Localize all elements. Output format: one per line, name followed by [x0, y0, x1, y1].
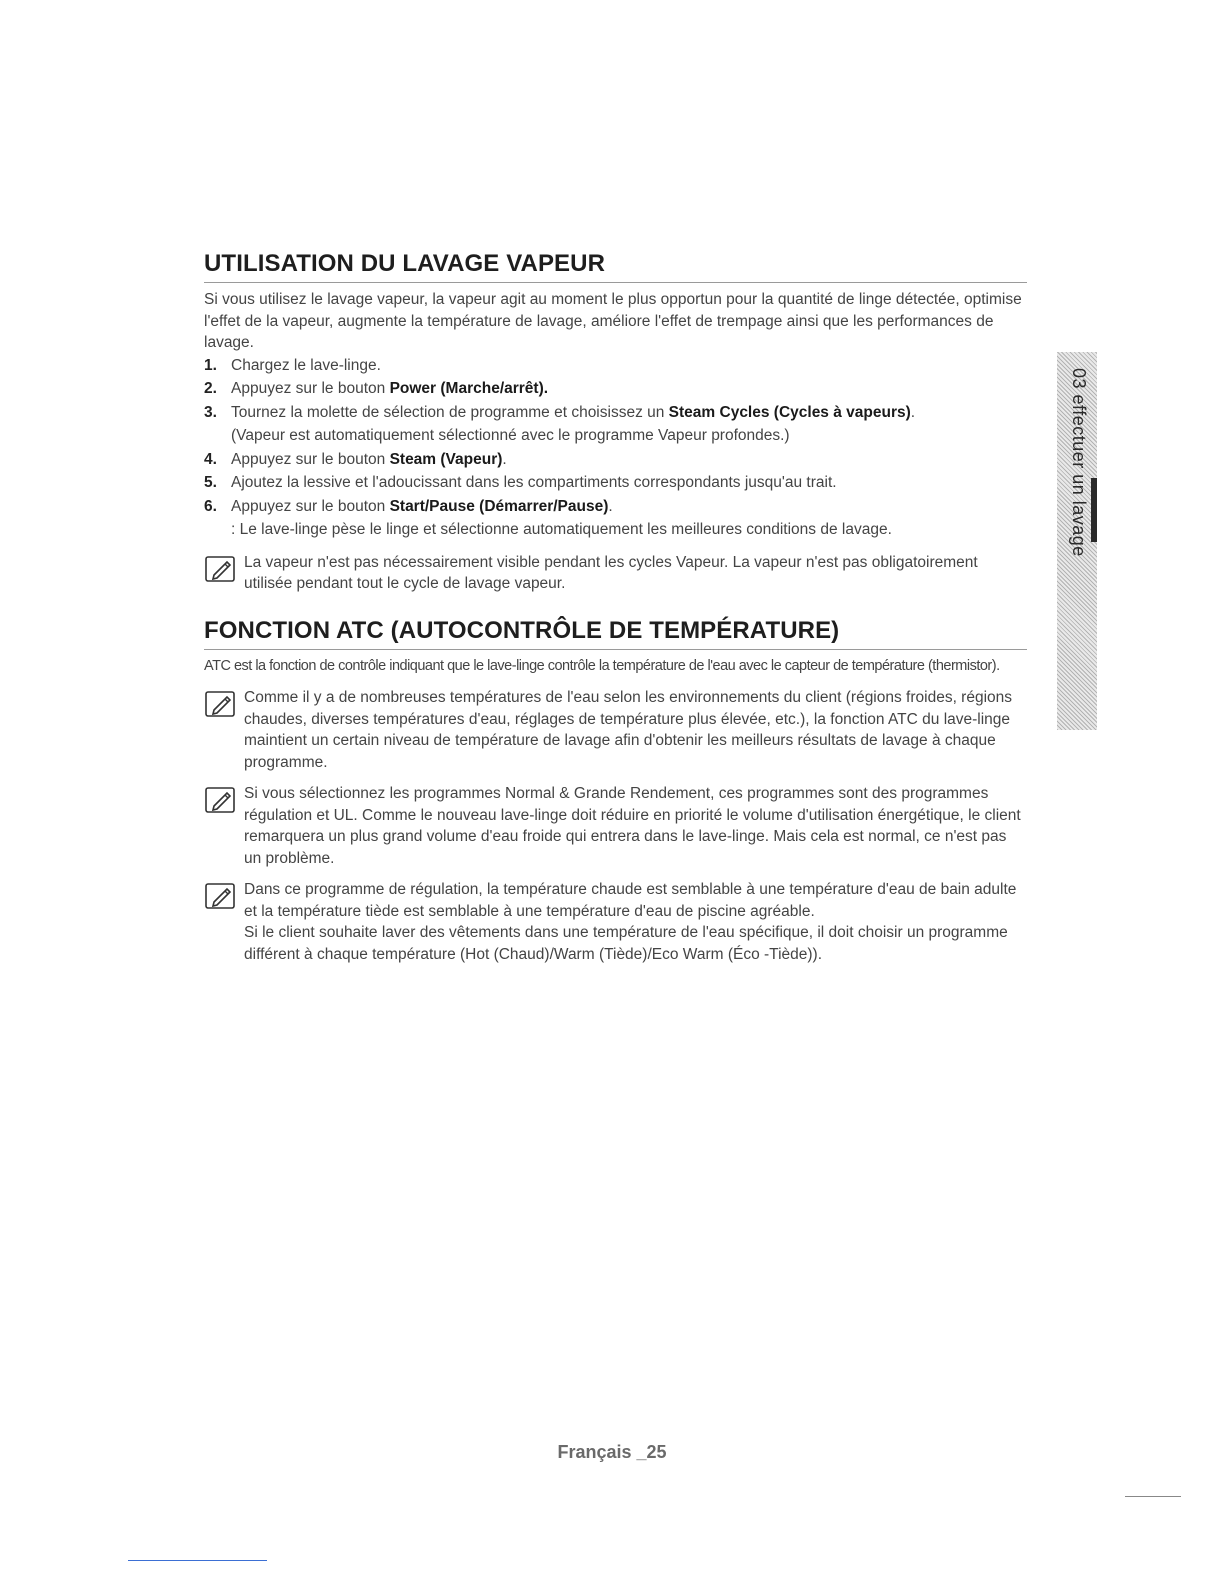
- note-text: Comme il y a de nombreuses températures de l'eau selon les environnements du client (régions froides, régions chaudes, diverses températures d'eau, réglages de température plus élevée, etc.), la fonction ATC du lave-linge maintient un certain niveau de température de lavage afin d'obtenir les meilleurs résultats de lavage à chaque programme.: [244, 689, 1013, 771]
- note-block: [204, 687, 1027, 773]
- power-button-label: Power (Marche/arrêt).: [389, 380, 549, 397]
- step-text: Ajoutez la lessive et l'adoucissant dans les compartiments correspondants jusqu'au trait.: [231, 474, 837, 491]
- chapter-tab: [1057, 352, 1097, 730]
- section-title-atc: FONCTION ATC (AUTOCONTRÔLE DE TEMPÉRATURE): [204, 615, 1027, 650]
- note-paragraph: Si le client souhaite laver des vêtements dans une température de l'eau spécifique, il doit choisir un programme différent à chaque température (Hot (Chaud)/Warm (Tiède)/Eco Warm (Éco -Tiède)).: [244, 924, 1008, 963]
- step-number: 4.: [204, 450, 217, 468]
- steam-wash-steps: [204, 354, 1027, 542]
- page-content: [204, 248, 1027, 965]
- steam-cycles-label: Steam Cycles (Cycles à vapeurs): [668, 403, 911, 421]
- step-number: 2.: [204, 380, 217, 397]
- step-number: 5.: [204, 474, 217, 491]
- step-item: [204, 401, 1027, 448]
- step-subtext: (Vapeur est automatiquement sélectionné avec le programme Vapeur profondes.): [231, 427, 790, 444]
- step-text: Appuyez sur le bouton Start/Pause (Démarrer/Pause). : Le lave-linge pèse le linge et sélectionne automatiquement les meilleures conditions de lavage.: [231, 497, 892, 538]
- footer-rule-left: [128, 1560, 267, 1561]
- atc-intro: ATC est la fonction de contrôle indiquant que le lave-linge contrôle la température de l'eau avec le capteur de température (thermistor).: [204, 657, 1000, 674]
- section-title-steam-wash: UTILISATION DU LAVAGE VAPEUR: [204, 248, 1027, 283]
- note-pencil-icon: [204, 783, 244, 869]
- chapter-tab-marker: [1091, 478, 1097, 542]
- step-subtext: : Le lave-linge pèse le linge et sélectionne automatiquement les meilleures conditions de lavage.: [231, 521, 892, 538]
- note-text: [244, 879, 1027, 965]
- note-block: [204, 552, 1027, 595]
- note-pencil-icon: [204, 552, 244, 595]
- footer-rule-right: [1125, 1496, 1181, 1497]
- note-paragraph: Dans ce programme de régulation, la température chaude est semblable à une température d'eau de bain adulte et la température tiède est semblable à une température d'eau de piscine agréable.: [244, 881, 1017, 920]
- step-item: [204, 354, 1027, 378]
- step-text: Appuyez sur le bouton Power (Marche/arrêt).: [231, 380, 549, 397]
- step-number: 3.: [204, 403, 217, 421]
- page-number: Français _25: [557, 1442, 667, 1462]
- note-text: La vapeur n'est pas nécessairement visible pendant les cycles Vapeur. La vapeur n'est pas obligatoirement utilisée pendant tout le cycle de lavage vapeur.: [244, 553, 978, 592]
- note-block: [204, 879, 1027, 965]
- start-pause-button-label: Start/Pause (Démarrer/Pause): [389, 497, 609, 515]
- note-pencil-icon: [204, 687, 244, 773]
- chapter-tab-label: 03 effectuer un lavage: [1069, 368, 1089, 557]
- note-pencil-icon: [204, 879, 244, 965]
- note-text: Si vous sélectionnez les programmes Normal & Grande Rendement, ces programmes sont des programmes régulation et UL. Comme le nouveau lave-linge doit réduire en priorité le volume d'utilisation énergétique, le client remarquera un plus grand volume d'eau froide qui entrera dans le lave-linge. Mais cela est normal, ce n'est pas un problème.: [244, 785, 1021, 867]
- note-block: [204, 783, 1027, 869]
- step-text: Tournez la molette de sélection de programme et choisissez un Steam Cycles (Cycles à vapeurs). (Vapeur est automatiquement sélectionné avec le programme Vapeur profondes.): [231, 403, 916, 444]
- steam-wash-intro: Si vous utilisez le lavage vapeur, la vapeur agit au moment le plus opportun pour la quantité de linge détectée, optimise l'effet de la vapeur, augmente la température de lavage, améliore l'effet de trempage ainsi que les performances de lavage.: [204, 291, 1022, 351]
- step-text: Appuyez sur le bouton Steam (Vapeur).: [231, 450, 507, 468]
- step-item: [204, 495, 1027, 542]
- step-text: Chargez le lave-linge.: [231, 356, 381, 374]
- steam-button-label: Steam (Vapeur): [389, 450, 503, 468]
- step-item: [204, 448, 1027, 472]
- step-number: 6.: [204, 497, 217, 515]
- step-item: [204, 471, 1027, 495]
- step-item: [204, 377, 1027, 401]
- step-number: 1.: [204, 356, 217, 374]
